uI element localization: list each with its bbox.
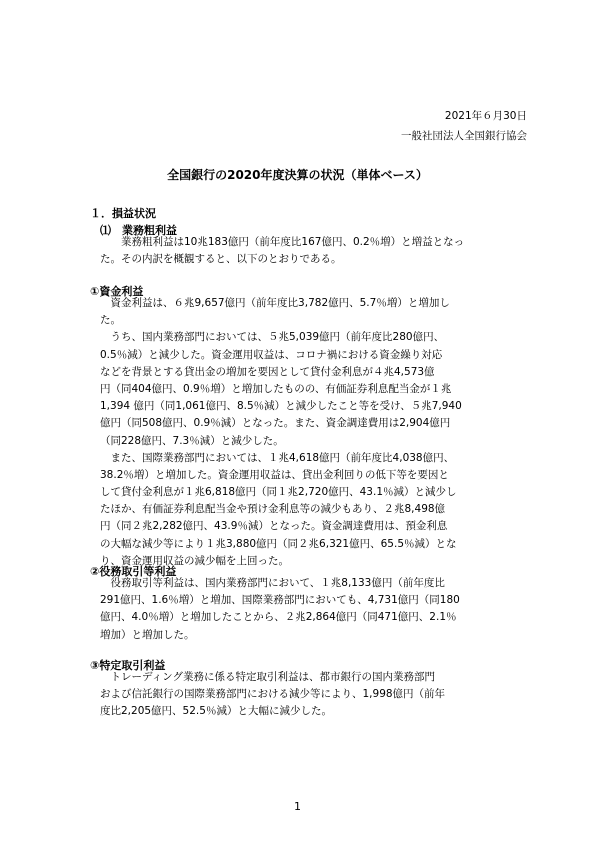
text-line: などを背景とする貸出金の増加を要因として貸付金利息が４兆4,573億 (100, 365, 435, 378)
document-date: 2021年６月30日 (444, 110, 527, 122)
heading-fee-income: ②役務取引等利益 (90, 565, 177, 578)
page-number: 1 (294, 800, 301, 813)
text-line: 億円、4.0％増）と増加したことから、２兆2,864億円（同471億円、2.1％ (100, 611, 457, 624)
text-line: （同228億円、7.3％減）と減少した。 (100, 434, 284, 447)
gross-profit-paragraph (100, 234, 530, 268)
fund-income-paragraph (100, 295, 530, 570)
text-line: た。その内訳を概観すると、以下のとおりである。 (100, 253, 342, 266)
issuing-organization: 一般社団法人全国銀行協会 (401, 130, 527, 142)
text-line: うち、国内業務部門においては、５兆5,039億円（前年度比280億円、 (100, 331, 445, 344)
subsection-heading-gross-profit: ⑴ 業務粗利益 (100, 224, 177, 237)
text-line: 291億円、1.6％増）と増加、国際業務部門においても、4,731億円（同180 (100, 594, 460, 607)
document-title: 全国銀行の2020年度決算の状況（単体ベース） (167, 168, 428, 182)
text-line: 0.5％減）と減少した。資金運用収益は、コロナ禍における資金繰り対応 (100, 348, 443, 361)
text-line: 1,394 億円（同1,061億円、8.5％減）と減少したこと等を受け、５兆7,940 (100, 400, 462, 413)
text-line: 増加）と増加した。 (100, 628, 195, 641)
text-line: 資金利益は、６兆9,657億円（前年度比3,782億円、5.7％増）と増加し (100, 297, 450, 309)
text-line: 円（同２兆2,282億円、43.9％減）となった。資金調達費用は、預金利息 (100, 520, 448, 533)
text-line: 円（同404億円、0.9％増）と増加したものの、有価証券利息配当金が１兆 (100, 382, 452, 395)
text-line: して貸付金利息が１兆6,818億円（同１兆2,720億円、43.1％減）と減少し (100, 486, 457, 499)
text-line: および信託銀行の国際業務部門における減少等により、1,998億円（前年 (100, 688, 446, 701)
text-line: また、国際業務部門においては、１兆4,618億円（前年度比4,038億円、 (100, 451, 455, 464)
text-line: 38.2％増）と増加した。資金運用収益は、貸出金利回りの低下等を要因と (100, 468, 449, 481)
fee-income-paragraph (100, 575, 530, 644)
text-line: の大幅な減少等により１兆3,880億円（同２兆6,321億円、65.5％減）とな (100, 537, 457, 550)
text-line: 億円（同508億円、0.9％減）となった。また、資金調達費用は2,904億円 (100, 417, 451, 430)
text-line: 役務取引等利益は、国内業務部門において、１兆8,133億円（前年度比 (100, 577, 445, 589)
text-line: 度比2,205億円、52.5％減）と大幅に減少した。 (100, 705, 332, 718)
heading-trading-income: ③特定取引利益 (90, 659, 166, 672)
text-line: トレーディング業務に係る特定取引利益は、都市銀行の国内業務部門 (100, 671, 435, 683)
text-line: た。 (100, 314, 121, 327)
text-line: り、資金運用収益の減少幅を上回った。 (100, 554, 289, 567)
heading-fund-income: ①資金利益 (90, 285, 144, 298)
text-line: 業務粗利益は10兆183億円（前年度比167億円、0.2％増）と増益となっ (100, 236, 465, 248)
section-heading-profit-status: １．損益状況 (90, 207, 156, 220)
trading-income-paragraph (100, 669, 530, 721)
text-line: たほか、有価証券利息配当金や預け金利息等の減少もあり、２兆8,498億 (100, 503, 446, 516)
